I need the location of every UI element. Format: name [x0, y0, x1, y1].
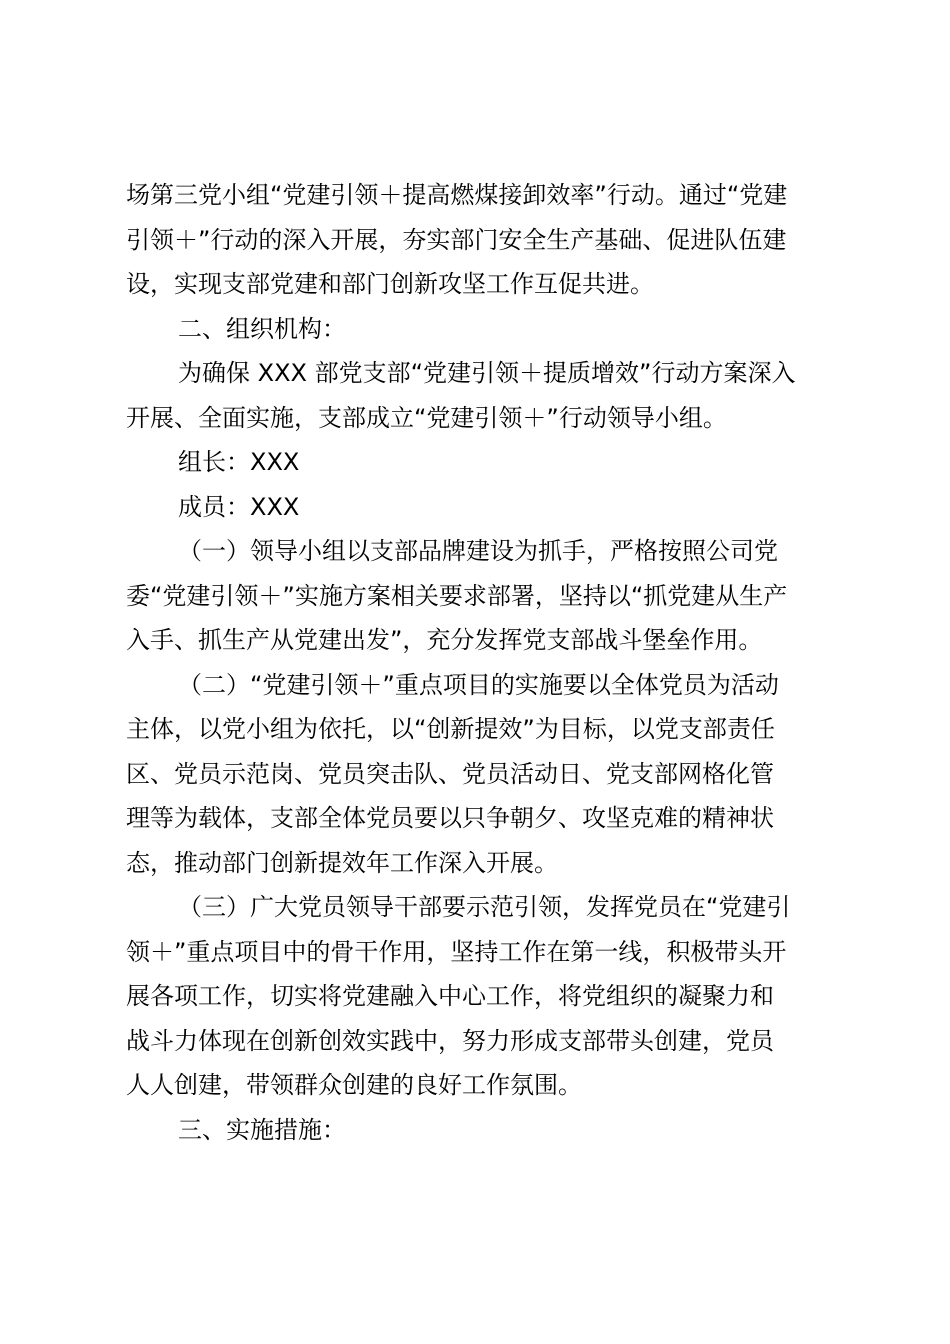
- text-line: 战斗力体现在创新创效实践中，努力形成支部带头创建，党员: [126, 1026, 774, 1055]
- text-line: 委“党建引领＋”实施方案相关要求部署，坚持以“抓党建从生产: [126, 581, 788, 610]
- text-line: （一）领导小组以支部品牌建设为抓手，严格按照公司党: [178, 537, 778, 565]
- text-line: 态，推动部门创新提效年工作深入开展。: [126, 848, 558, 877]
- text-line: 主体，以党小组为依托，以“创新提效”为目标，以党支部责任: [126, 715, 775, 743]
- text-line: 理等为载体，支部全体党员要以只争朝夕、攻坚克难的精神状: [126, 804, 774, 832]
- text-line: 引领＋”行动的深入开展，夯实部门安全生产基础、促进队伍建: [126, 225, 787, 254]
- document-body: [126, 173, 830, 1152]
- text-line: 开展、全面实施，支部成立“党建引领＋”行动领导小组。: [126, 403, 727, 432]
- text-line: 展各项工作，切实将党建融入中心工作，将党组织的凝聚力和: [126, 982, 774, 1010]
- text-line: 场第三党小组“党建引领＋提高燃煤接卸效率”行动。通过“党建: [126, 181, 788, 209]
- text-line: （三）广大党员领导干部要示范引领，发挥党员在“党建引: [178, 893, 791, 921]
- members-line: 成员：XXX: [178, 492, 300, 521]
- text-line: （二）“党建引领＋”重点项目的实施要以全体党员为活动: [178, 670, 779, 699]
- leader-line: 组长：XXX: [178, 448, 300, 476]
- text-line: 领＋”重点项目中的骨干作用，坚持工作在第一线，积极带头开: [126, 937, 787, 966]
- text-line: 设，实现支部党建和部门创新攻坚工作互促共进。: [126, 270, 654, 298]
- text-line: 入手、抓生产从党建出发”，充分发挥党支部战斗堡垒作用。: [126, 626, 763, 654]
- text-line: 为确保 XXX 部党支部“党建引领＋提质增效”行动方案深入: [178, 359, 796, 387]
- text-line: 人人创建，带领群众创建的良好工作氛围。: [126, 1071, 582, 1099]
- text-line: 区、党员示范岗、党员突击队、党员活动日、党支部网格化管: [126, 759, 774, 788]
- section-heading: 二、组织机构：: [178, 314, 346, 343]
- section-heading: 三、实施措施：: [178, 1115, 346, 1144]
